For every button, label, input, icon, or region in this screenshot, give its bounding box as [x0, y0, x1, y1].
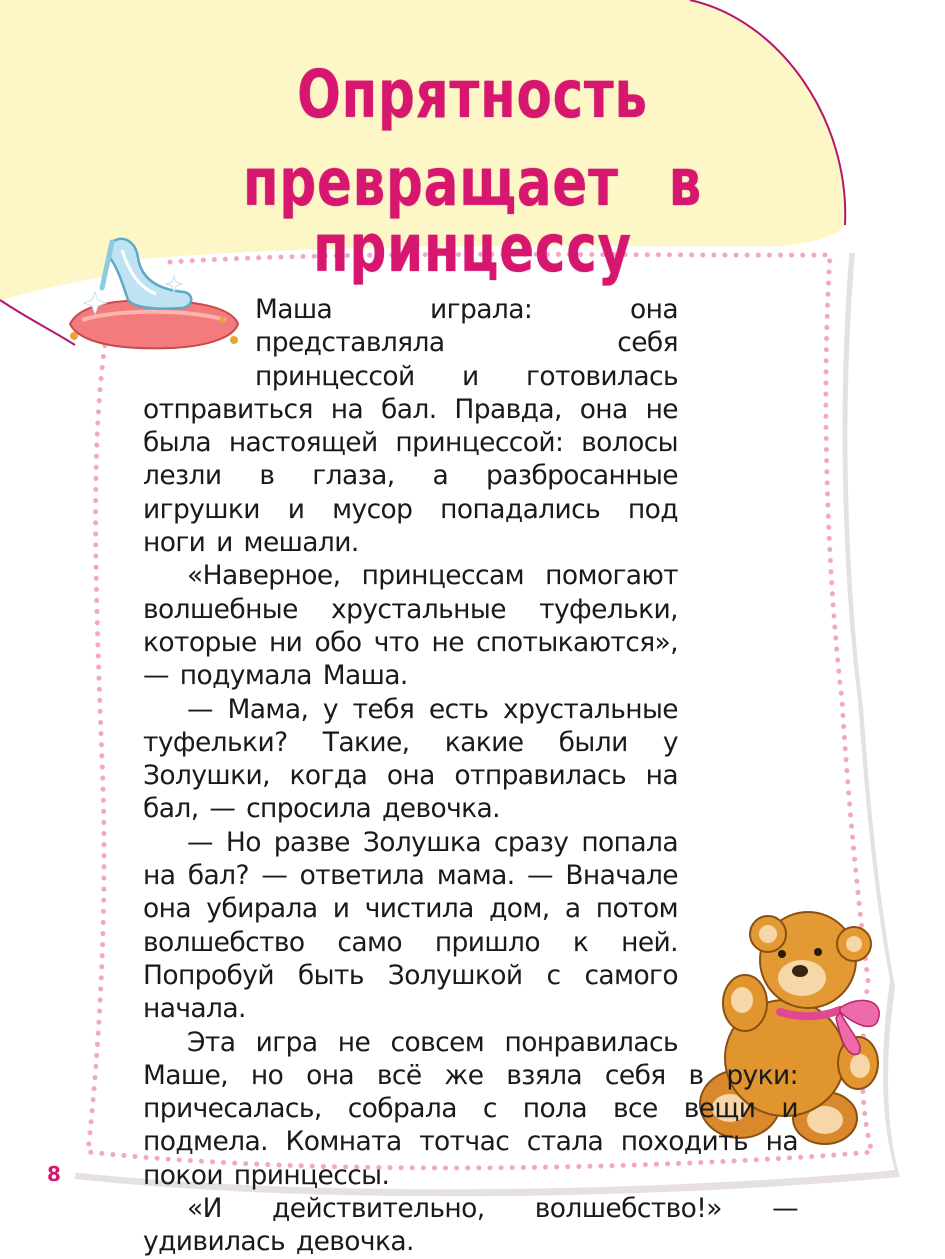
story-paragraph: «И действительно, волшебство!» — удивилась девочка. — [143, 1193, 798, 1258]
story-paragraph: — Но разве Золушка сразу попала на бал? — ответила мама. — Вначале она убирала и чистила дом, а потом волшебство само пришло к ней. Попробуй быть Золушкой с самого начала. — [143, 826, 678, 1025]
story-paragraph: Эта игра не совсем понравилась Маше, но она всё же взяла себя в руки: причесалась, собрала с пола все вещи и подмела. Комната тотчас стала походить на покои принцессы. — [143, 1026, 798, 1191]
story-paragraph: — Мама, у тебя есть хрустальные туфельки? Такие, какие были у Золушки, когда она отправилась на бал, — спросила девочка. — [143, 693, 678, 825]
story-paragraph: Маша играла: она представляла себя принцессой и готовилась отправиться на бал. Правда, она не была настоящей принцессой: волосы лезли в глаза, а разбросанные игрушки и мусор попадались под ноги и мешали. — [143, 294, 678, 559]
story-paragraph: «Наверное, принцессам помогают волшебные хрустальные туфельки, которые ни обо что не спотыкаются», — подумала Маша. — [143, 560, 678, 692]
page-title-line-1: Опрятность — [297, 56, 648, 133]
slipper-text-wrap — [143, 293, 255, 391]
page-title-line-2: превращает в принцессу — [243, 144, 702, 287]
page-number: 8 — [47, 1162, 61, 1186]
story-text — [143, 293, 798, 1259]
bear-text-wrap — [678, 918, 798, 1036]
